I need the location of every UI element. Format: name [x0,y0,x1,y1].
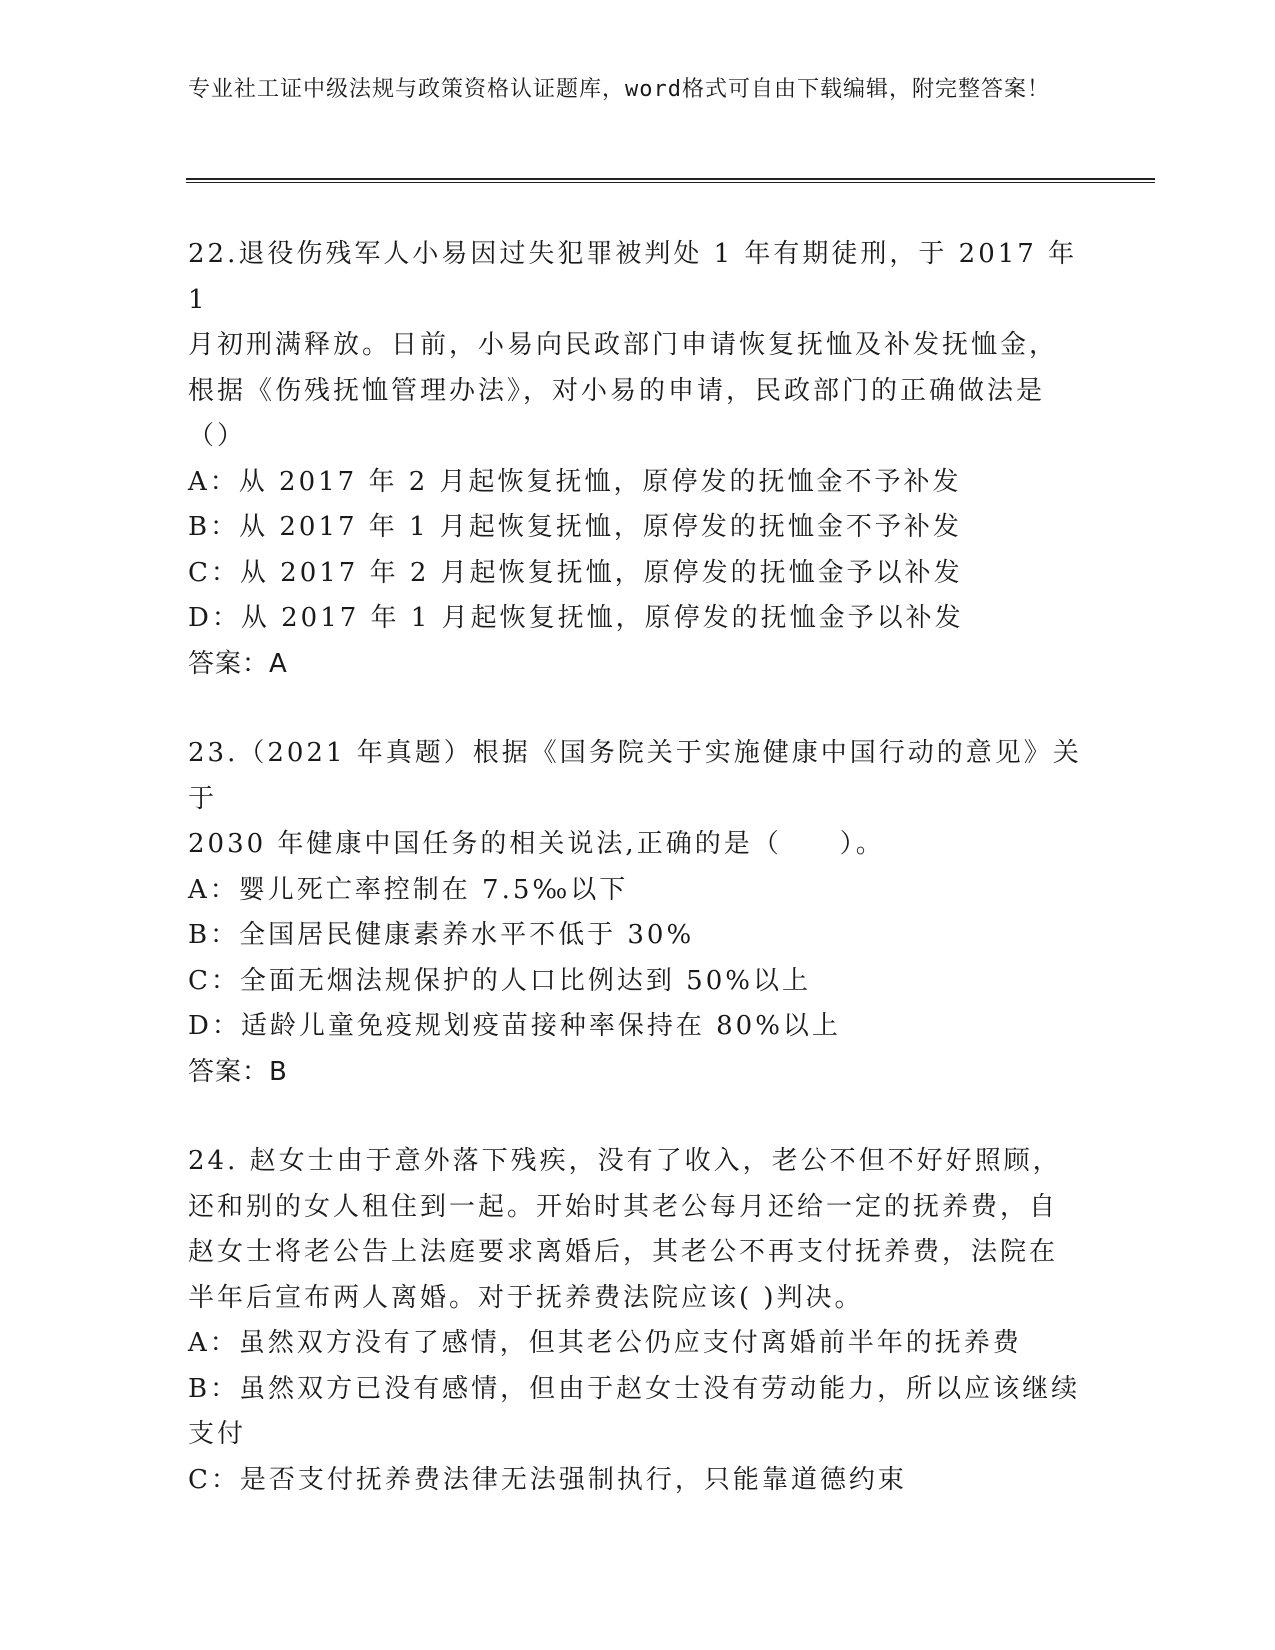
option-c: C：全面无烟法规保护的人口比例达到 50%以上 [188,965,811,996]
option-b: B：从 2017 年 1 月起恢复抚恤，原停发的抚恤金不予补发 [188,512,962,542]
question-24 [188,1139,1088,1503]
option-a: A：虽然双方没有了感情，但其老公仍应支付离婚前半年的抚养费 [188,1328,1022,1358]
question-stem-line: 23.（2021 年真题）根据《国务院关于实施健康中国行动的意见》关于 [188,738,1082,814]
document-intro-text: 专业社工证中级法规与政策资格认证题库，word格式可自由下载编辑，附完整答案！ [188,77,1050,102]
question-23 [188,731,1088,1095]
option-b: B：全国居民健康素养水平不低于 30% [188,920,695,950]
question-stem-line: （） [188,421,247,451]
question-list [188,232,1088,1547]
question-stem-line: 赵女士将老公告上法庭要求离婚后，其老公不再支付抚养费，法院在 [188,1237,1059,1267]
question-22 [188,232,1088,687]
question-stem-line: 半年后宣布两人离婚。对于抚养费法院应该( )判决。 [188,1282,864,1313]
option-b: B：虽然双方已没有感情，但由于赵女士没有劳动能力，所以应该继续 [188,1373,1081,1404]
question-stem-line: 2030 年健康中国任务的相关说法,正确的是（ ）。 [188,829,885,859]
option-b-continued: 支付 [188,1419,247,1449]
option-c: C：是否支付抚养费法律无法强制执行，只能靠道德约束 [188,1464,907,1495]
option-d: D：适龄儿童免疫规划疫苗接种率保持在 80%以上 [188,1011,841,1041]
header-divider [186,178,1155,183]
option-d: D：从 2017 年 1 月起恢复抚恤，原停发的抚恤金予以补发 [188,603,964,633]
question-stem-line: 22.退役伤残军人小易因过失犯罪被判处 1 年有期徒刑，于 2017 年 1 [188,239,1089,315]
answer-label: 答案：B [188,1056,288,1087]
question-stem-line: 还和别的女人租住到一起。开始时其老公每月还给一定的抚养费，自 [188,1191,1059,1222]
question-stem-line: 根据《伤残抚恤管理办法》，对小易的申请，民政部门的正确做法是 [188,375,1046,406]
option-a: A：从 2017 年 2 月起恢复抚恤，原停发的抚恤金不予补发 [188,466,962,497]
question-stem-line: 月初刑满释放。日前，小易向民政部门申请恢复抚恤及补发抚恤金， [188,330,1059,360]
question-stem-line: 24. 赵女士由于意外落下残疾，没有了收入，老公不但不好好照顾， [188,1146,1062,1176]
answer-label: 答案：A [188,648,288,679]
option-c: C：从 2017 年 2 月起恢复抚恤，原停发的抚恤金予以补发 [188,557,963,588]
option-a: A：婴儿死亡率控制在 7.5‰以下 [188,874,629,905]
